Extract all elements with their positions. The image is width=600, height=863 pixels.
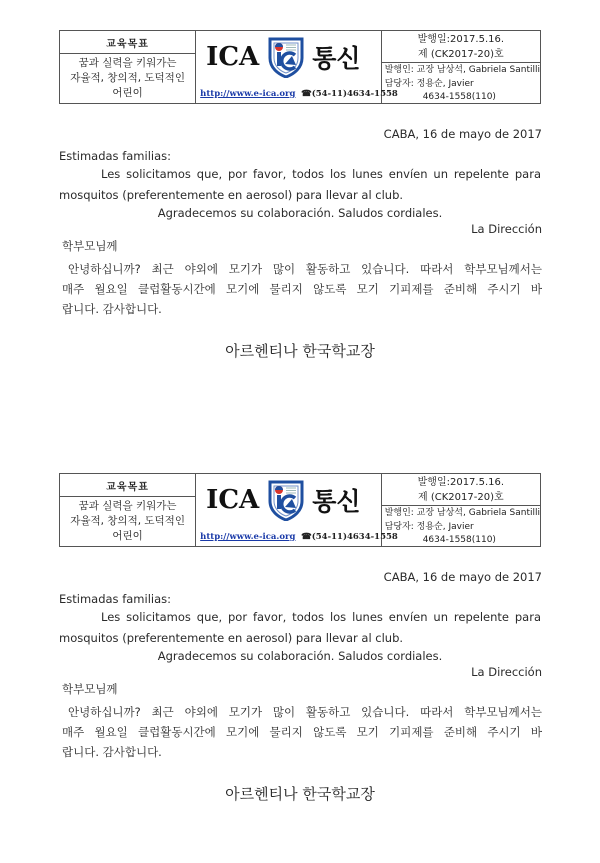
- brand-tongsin-text: 통신: [312, 44, 361, 73]
- contact-phone: 4634-1558(110): [422, 535, 496, 545]
- staff-info: [382, 506, 540, 548]
- brand-ica-text: ICA: [206, 485, 260, 515]
- contact-person: 담당자: 정용순, Javier: [384, 521, 474, 532]
- masthead-cell: [196, 474, 398, 546]
- phone-number: ☎(54-11)4634-1558: [301, 532, 398, 542]
- goal-body: [60, 54, 195, 103]
- publisher: 발행인: 교장 남상석, Gabriela Santilli: [384, 65, 540, 75]
- issue-info: [382, 31, 540, 63]
- goal-line: 자율적, 창의적, 도덕적인: [70, 72, 185, 84]
- body-korean-line: 랍니다. 감사합니다.: [62, 302, 162, 316]
- issue-info-cell: [382, 474, 540, 546]
- body-korean-line: 안녕하십니까? 최근 야외에 모기가 많이 활동하고 있습니다. 따라서 학부모님께서는: [68, 705, 542, 719]
- contact-person: 담당자: 정용순, Javier: [384, 78, 474, 89]
- brand-ica-text: ICA: [206, 42, 260, 72]
- masthead-brand: [206, 36, 360, 78]
- body-spanish-line: Les solicitamos que, por favor, todos los lunes envíen un repelente para: [101, 167, 541, 181]
- masthead-brand: [206, 479, 360, 521]
- issue-number: 제 (CK2017-20)호: [418, 49, 504, 60]
- goal-line: 어린이: [112, 530, 143, 542]
- body-spanish-line: mosquitos (preferentemente en aerosol) para llevar al club.: [59, 188, 404, 202]
- issue-date: 발행일:2017.5.16.: [417, 34, 505, 45]
- newsletter-header-table: [59, 30, 541, 104]
- contact-line: [200, 532, 398, 542]
- goal-line: 자율적, 창의적, 도덕적인: [70, 515, 185, 527]
- greeting-korean: 학부모님께: [62, 682, 118, 696]
- newsletter-header-table: [59, 473, 541, 547]
- phone-number: ☎(54-11)4634-1558: [301, 89, 398, 99]
- brand-tongsin-text: 통신: [312, 487, 361, 516]
- thanks-spanish: Agradecemos su colaboración. Saludos cordiales.: [157, 649, 443, 663]
- letter-date: CABA, 16 de mayo de 2017: [383, 570, 542, 584]
- notice-2: [0, 443, 600, 863]
- contact-phone: 4634-1558(110): [422, 92, 496, 102]
- goal-title: 교육목표: [60, 31, 195, 54]
- issue-info: [382, 474, 540, 506]
- body-korean-line: 랍니다. 감사합니다.: [62, 745, 162, 759]
- greeting-spanish: Estimadas familias:: [59, 149, 172, 163]
- notice-1: [0, 0, 600, 420]
- masthead-cell: [196, 31, 398, 103]
- ica-shield-logo-icon: [267, 479, 305, 521]
- signature-spanish: La Dirección: [471, 222, 542, 236]
- education-goal-cell: [60, 474, 196, 546]
- body-spanish: [59, 607, 541, 649]
- publisher: 발행인: 교장 남상석, Gabriela Santilli: [384, 508, 540, 518]
- goal-line: 어린이: [112, 87, 143, 99]
- body-korean: [62, 702, 542, 762]
- issue-number: 제 (CK2017-20)호: [418, 492, 504, 503]
- goal-line: 꿈과 실력을 키워가는: [78, 57, 177, 69]
- education-goal-cell: [60, 31, 196, 103]
- body-korean-line: 안녕하십니까? 최근 야외에 모기가 많이 활동하고 있습니다. 따라서 학부모님께서는: [68, 262, 542, 276]
- body-korean-line: 매주 월요일 클럽활동시간에 모기에 물리지 않도록 모기 기피제를 준비해 주시기 바: [62, 725, 542, 739]
- greeting-spanish: Estimadas familias:: [59, 592, 172, 606]
- thanks-spanish: Agradecemos su colaboración. Saludos cordiales.: [157, 206, 443, 220]
- website-link[interactable]: http://www.e-ica.org: [200, 532, 296, 542]
- body-korean: [62, 259, 542, 319]
- letter-date: CABA, 16 de mayo de 2017: [383, 127, 542, 141]
- school-signature: 아르헨티나 한국학교장: [225, 785, 375, 803]
- body-spanish-line: mosquitos (preferentemente en aerosol) para llevar al club.: [59, 631, 404, 645]
- signature-spanish: La Dirección: [471, 665, 542, 679]
- body-korean-line: 매주 월요일 클럽활동시간에 모기에 물리지 않도록 모기 기피제를 준비해 주시기 바: [62, 282, 542, 296]
- contact-line: [200, 89, 398, 99]
- goal-title: 교육목표: [60, 474, 195, 497]
- school-signature: 아르헨티나 한국학교장: [225, 342, 375, 360]
- ica-shield-logo-icon: [267, 36, 305, 78]
- website-link[interactable]: http://www.e-ica.org: [200, 89, 296, 99]
- greeting-korean: 학부모님께: [62, 239, 118, 253]
- body-spanish-line: Les solicitamos que, por favor, todos los lunes envíen un repelente para: [101, 610, 541, 624]
- issue-info-cell: [382, 31, 540, 103]
- goal-body: [60, 497, 195, 546]
- staff-info: [382, 63, 540, 105]
- goal-line: 꿈과 실력을 키워가는: [78, 500, 177, 512]
- body-spanish: [59, 164, 541, 206]
- issue-date: 발행일:2017.5.16.: [417, 477, 505, 488]
